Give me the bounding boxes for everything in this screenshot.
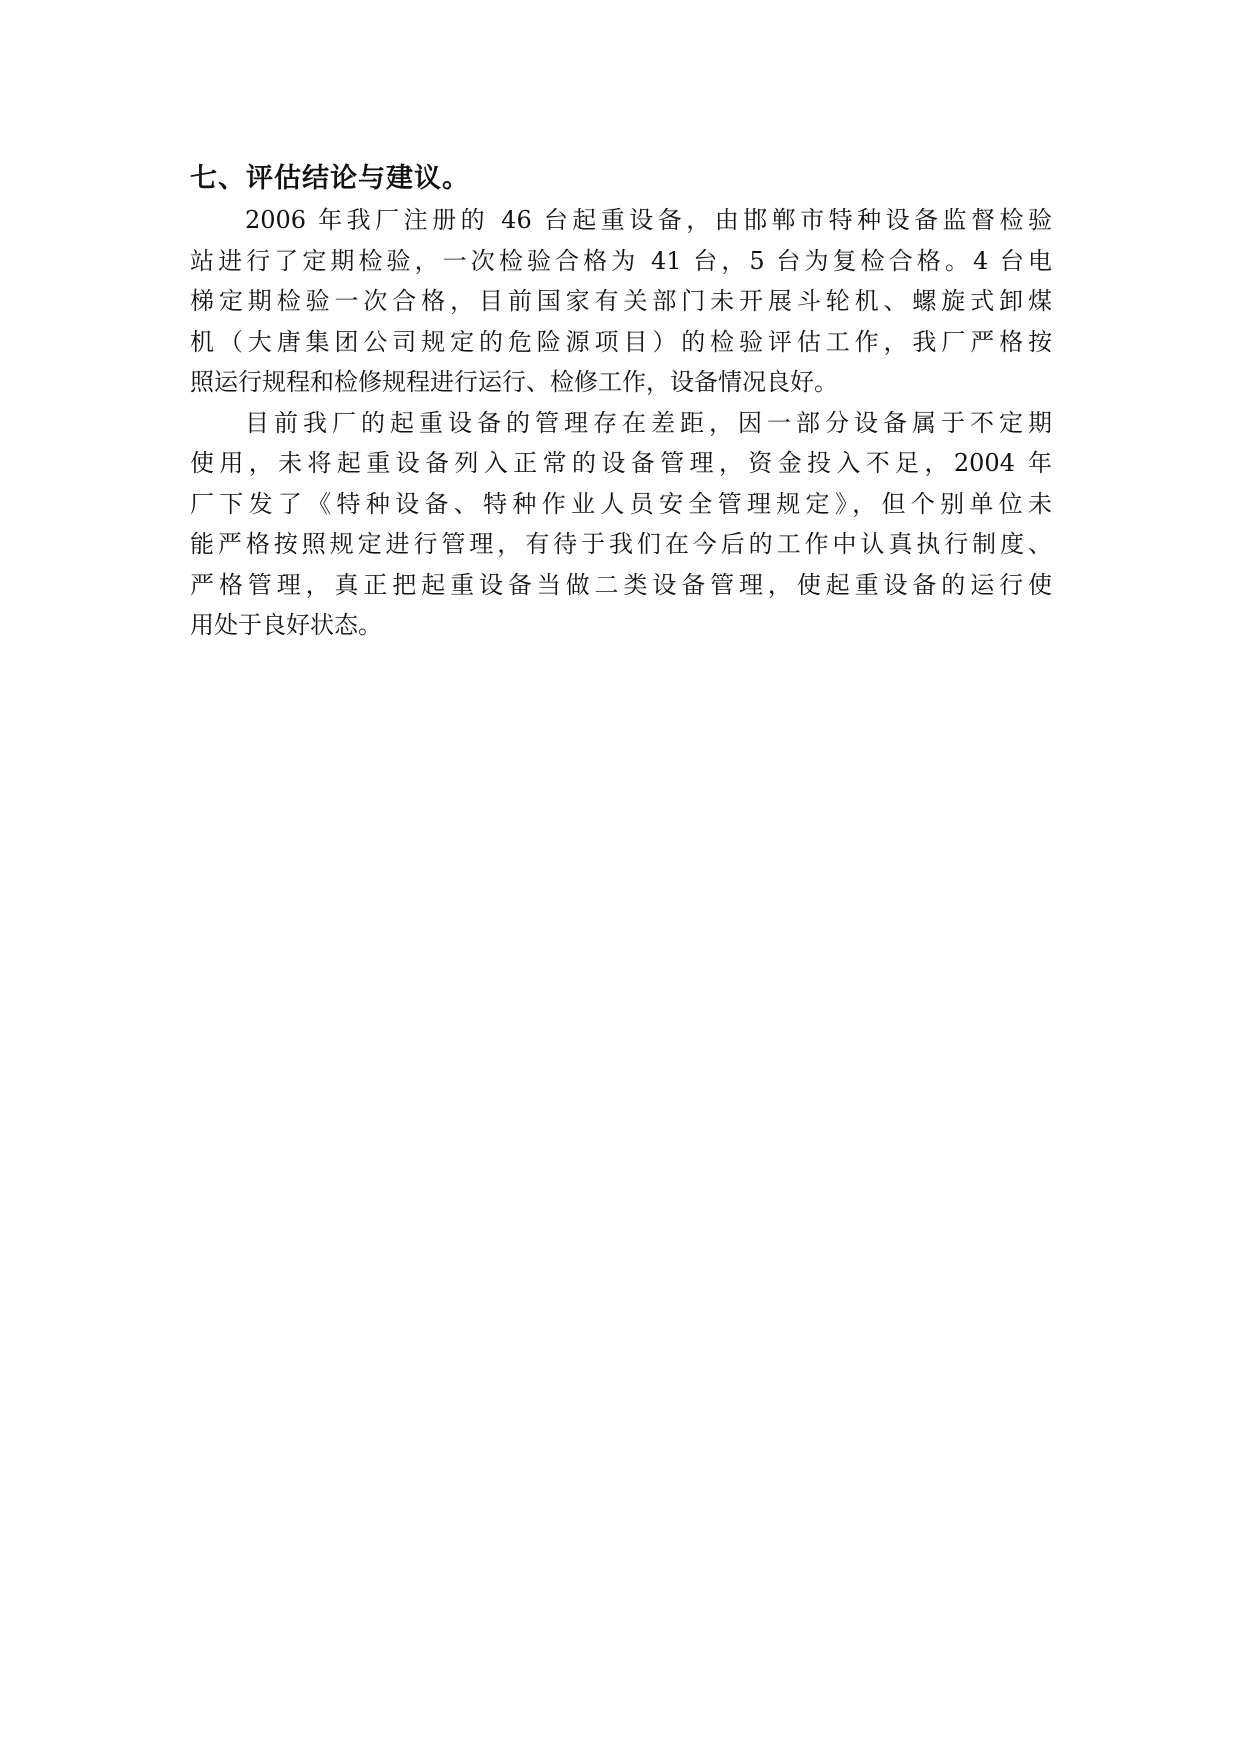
paragraph-line: 2006 年我厂注册的 46 台起重设备，由邯郸市特种设备监督检验: [245, 206, 1052, 234]
paragraph-line: 机（大唐集团公司规定的危险源项目）的检验评估工作，我厂严格按: [190, 327, 1052, 356]
paragraph-line: 梯定期检验一次合格，目前国家有关部门未开展斗轮机、螺旋式卸煤: [190, 287, 1052, 315]
section-heading-text: 七、评估结论与建议: [190, 163, 442, 194]
paragraph-line: 目前我厂的起重设备的管理存在差距，因一部分设备属于不定期: [245, 408, 1052, 437]
document-body: [190, 158, 1052, 646]
paragraph-line: 使用，未将起重设备列入正常的设备管理，资金投入不足，2004 年: [190, 449, 1052, 477]
paragraph-management-recommendations: [190, 403, 1052, 646]
paragraph-line: 能严格按照规定进行管理，有待于我们在今后的工作中认真执行制度、: [190, 530, 1052, 558]
paragraph-inspection-results: [190, 200, 1052, 403]
paragraph-line: 照运行规程和检修规程进行运行、检修工作，设备情况良好。: [190, 368, 838, 396]
paragraph-line: 厂下发了《特种设备、特种作业人员安全管理规定》，但个别单位未: [190, 489, 1052, 518]
section-heading-suffix: 。: [442, 163, 470, 194]
paragraph-line: 用处于良好状态。: [190, 611, 382, 639]
paragraph-line: 站进行了定期检验，一次检验合格为 41 台，5 台为复检合格。4 台电: [190, 246, 1052, 275]
paragraph-line: 严格管理，真正把起重设备当做二类设备管理，使起重设备的运行使: [190, 570, 1052, 599]
section-heading: [190, 158, 1052, 200]
